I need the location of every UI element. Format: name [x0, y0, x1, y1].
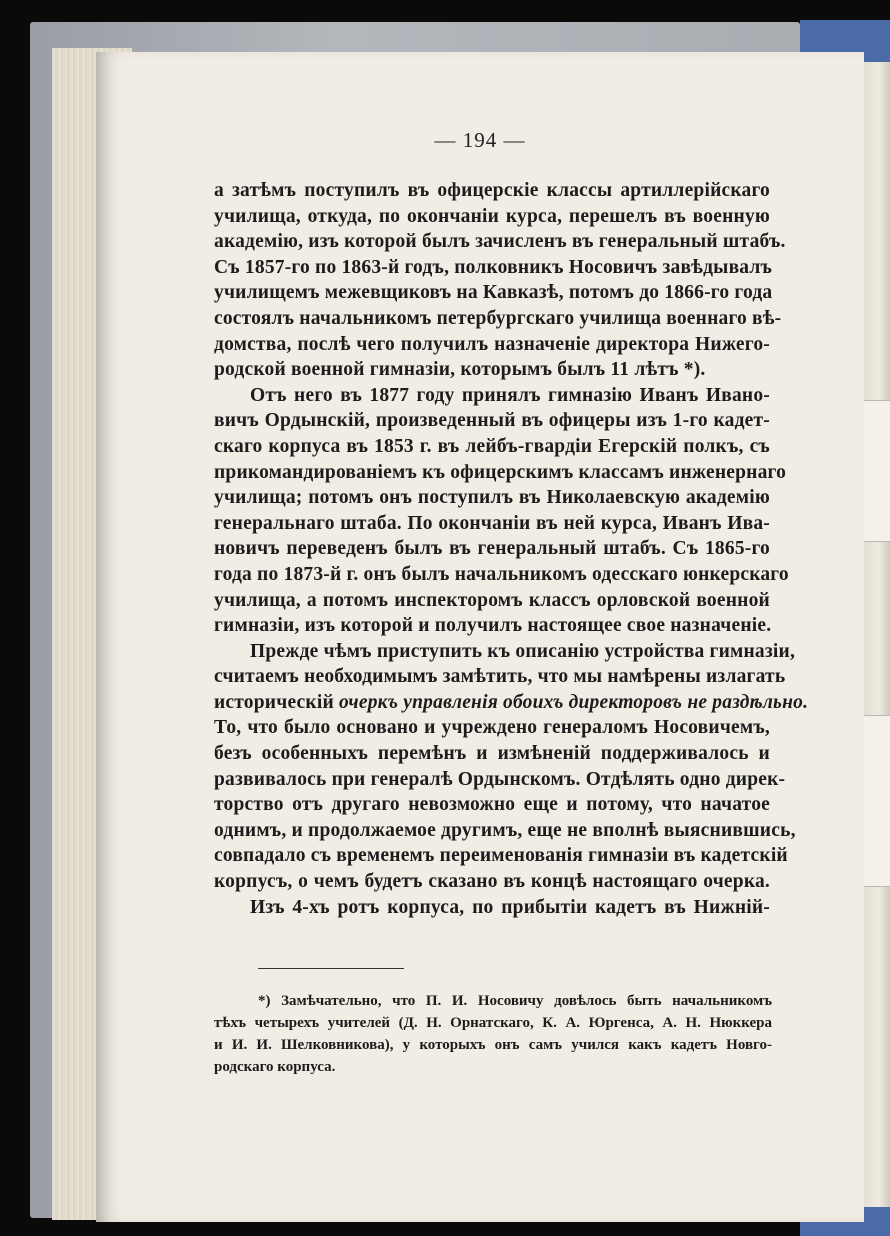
- page-tab: [862, 715, 890, 887]
- italic-emphasis: очеркъ управленія обоихъ директоровъ не раздѣльно.: [338, 691, 809, 713]
- text-line: однимъ, и продолжаемое другимъ, еще не вполнѣ выяснившись,: [214, 819, 796, 841]
- footnote-divider: [258, 968, 404, 969]
- footnote-line: *) Замѣчательно, что П. И. Носовичу довѣлось быть начальникомъ: [258, 993, 772, 1009]
- footnote-line: тѣхъ четырехъ учителей (Д. Н. Орнатскаго, К. А. Юргенса, А. Н. Нюккера: [214, 1015, 772, 1031]
- text-line: совпадало съ временемъ переименованія гимназіи въ кадетскій: [214, 845, 788, 867]
- text-line: училищемъ межевщиковъ на Кавказѣ, потомъ до 1866-го года: [214, 282, 773, 304]
- text-line: родской военной гимназіи, которымъ былъ 11 лѣтъ *).: [214, 359, 706, 381]
- text-line: года по 1873-й г. онъ былъ начальникомъ одесскаго юнкерскаго: [214, 563, 789, 585]
- text-line: То, что было основано и учреждено генераломъ Носовичемъ,: [214, 717, 770, 739]
- page-tab: [862, 400, 890, 542]
- text-line: а затѣмъ поступилъ въ офицерскіе классы артиллерійскаго: [214, 180, 770, 201]
- text-line: домства, послѣ чего получилъ назначеніе директора Нижего-: [214, 333, 770, 355]
- text-line: прикомандированіемъ къ офицерскимъ классамъ инженернаго: [214, 461, 787, 483]
- text-line: безъ особенныхъ перемѣнъ и измѣненій поддерживалось и: [214, 743, 770, 765]
- body-text: [214, 178, 809, 920]
- text-span: историческій: [214, 691, 339, 713]
- text-line: считаемъ необходимымъ замѣтить, что мы намѣрены излагать: [214, 666, 786, 688]
- footnote: [214, 990, 772, 1078]
- page-number: — 194 —: [434, 128, 526, 152]
- text-line: Отъ него въ 1877 году принялъ гимназію Иванъ Ивано-: [250, 384, 770, 406]
- text-line: гимназіи, изъ которой и получилъ настоящее свое назначеніе.: [214, 615, 772, 637]
- text-line: торство отъ другаго невозможно еще и потому, что начатое: [214, 794, 770, 816]
- text-line: академію, изъ которой былъ зачисленъ въ генеральный штабъ.: [214, 231, 786, 253]
- text-line: развивалось при генералѣ Ордынскомъ. Отдѣлять одно дирек-: [214, 768, 786, 790]
- text-line: училища, а потомъ инспекторомъ классъ орловской военной: [214, 589, 770, 611]
- text-line: училища, откуда, по окончаніи курса, перешелъ въ военную: [214, 205, 770, 227]
- text-line: училища; потомъ онъ поступилъ въ Николаевскую академію: [214, 487, 770, 509]
- right-page-edge: [862, 62, 890, 1207]
- text-line: скаго корпуса въ 1853 г. въ лейбъ-гвардіи Егерскій полкъ, съ: [214, 435, 770, 457]
- text-line: вичъ Ордынскій, произведенный въ офицеры изъ 1-го кадет-: [214, 410, 770, 432]
- text-line: новичъ переведенъ былъ въ генеральный штабъ. Съ 1865-го: [214, 538, 770, 560]
- text-line: Изъ 4-хъ ротъ корпуса, по прибытіи кадетъ въ Нижній-: [250, 896, 770, 918]
- footnote-line: родскаго корпуса.: [214, 1059, 336, 1075]
- text-line: [214, 690, 809, 716]
- text-line: Съ 1857-го по 1863-й годъ, полковникъ Носовичъ завѣдывалъ: [214, 256, 773, 278]
- text-line: состоялъ начальникомъ петербургскаго училища военнаго вѣ-: [214, 307, 782, 329]
- text-line: корпусъ, о чемъ будетъ сказано въ концѣ настоящаго очерка.: [214, 871, 770, 893]
- text-line: генеральнаго штаба. По окончаніи въ ней курса, Иванъ Ива-: [214, 512, 770, 534]
- text-line: Прежде чѣмъ приступить къ описанію устройства гимназіи,: [250, 640, 796, 662]
- footnote-line: и И. И. Шелковникова), у которыхъ онъ самъ учился какъ кадетъ Новго-: [214, 1037, 772, 1053]
